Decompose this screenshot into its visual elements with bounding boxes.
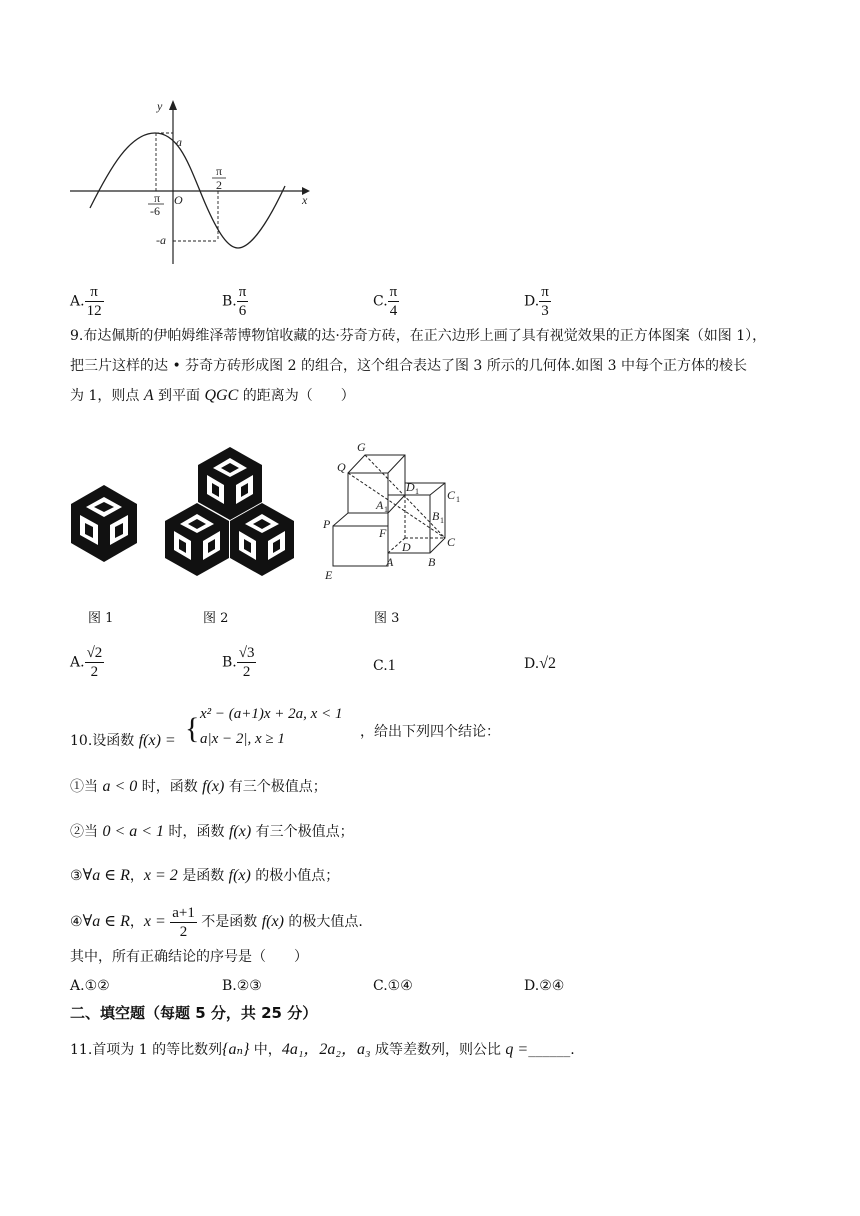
label-B1: B xyxy=(432,509,440,523)
two-label: 2 xyxy=(216,178,222,192)
caption-fig1: 图 1 xyxy=(88,611,114,626)
label-D1: D xyxy=(406,480,415,494)
x-axis-label: x xyxy=(302,193,308,207)
label-F: F xyxy=(379,526,387,540)
q10-question: 其中，所有正确结论的序号是（ ） xyxy=(70,949,308,965)
label-A1: A xyxy=(376,498,384,512)
q11-answer-blank[interactable]: ______. xyxy=(528,1042,575,1058)
svg-text:1: 1 xyxy=(384,505,388,514)
q10-case1: x² − (a+1)x + 2a, x < 1 xyxy=(200,706,343,722)
caption-fig2: 图 2 xyxy=(203,611,229,626)
neg-pi-label: π xyxy=(153,191,161,205)
neg-a-label: -a xyxy=(156,233,166,247)
q10-option-a[interactable]: A.①② xyxy=(70,978,110,994)
figure-2-tiles xyxy=(165,447,295,577)
figure-1-tile xyxy=(70,485,138,563)
label-D: D xyxy=(402,540,411,554)
neg-six-label: -6 xyxy=(150,204,160,218)
section-2-heading: 二、填空题（每题 5 分，共 25 分） xyxy=(70,1004,318,1022)
y-axis-label: y xyxy=(157,99,163,113)
origin-label: O xyxy=(174,193,183,207)
figure-3-cubes xyxy=(320,438,470,583)
q10-statement-4: ④∀a ∈ R，x = $\frac{a+1}{2}$ 不是函数 f(x) 的极大值点. xyxy=(70,904,363,940)
q8-option-a[interactable]: A. $\frac{\pi}{12}$ xyxy=(70,284,102,319)
q10-option-d[interactable]: D.②④ xyxy=(524,978,565,994)
label-A: A xyxy=(386,555,394,569)
q10-statement-3: ③∀a ∈ R，x = 2 是函数 f(x) 的极小值点； xyxy=(70,867,340,884)
label-C1: C xyxy=(447,488,456,502)
label-G: G xyxy=(357,440,366,454)
q10-statement-1: ①当 a < 0 时，函数 f(x) 有三个极值点； xyxy=(70,778,327,795)
pi-half-label: π xyxy=(215,164,223,178)
q8-option-c[interactable]: C. $\frac{\pi}{4}$ xyxy=(373,284,398,319)
q9-option-a[interactable]: A. $\frac{√2}{2}$ xyxy=(70,645,103,680)
label-E: E xyxy=(325,568,333,582)
q9-option-d[interactable]: D.√2 xyxy=(524,655,556,672)
q10-case2: a|x − 2|, x ≥ 1 xyxy=(200,731,285,747)
a-label: a xyxy=(176,135,182,149)
q10-after: ，给出下列四个结论： xyxy=(360,724,500,740)
q11-line: 11.首项为 1 的等比数列{aₙ} 中，4a₁，2a₂，a₃ 成等差数列，则公比 q =______. xyxy=(70,1041,575,1058)
q8-option-d[interactable]: D. $\frac{\pi}{3}$ xyxy=(524,284,549,319)
q10-intro: 10.设函数 f(x) = xyxy=(70,732,176,749)
q10-option-b[interactable]: B.②③ xyxy=(222,978,262,994)
q10-statement-2: ②当 0 < a < 1 时，函数 f(x) 有三个极值点； xyxy=(70,823,354,840)
q8-option-b[interactable]: B. $\frac{\pi}{6}$ xyxy=(222,284,247,319)
label-P: P xyxy=(323,517,331,531)
svg-text:1: 1 xyxy=(415,487,419,496)
svg-text:1: 1 xyxy=(456,495,460,504)
q10-option-c[interactable]: C.①④ xyxy=(373,978,413,994)
caption-fig3: 图 3 xyxy=(374,611,400,626)
q9-line3: 为 1，则点 A 到平面 QGC 的距离为（ ） xyxy=(70,387,355,404)
q9-option-b[interactable]: B. $\frac{√3}{2}$ xyxy=(222,645,255,680)
q9-line1: 9.布达佩斯的伊帕姆维泽蒂博物馆收藏的达·芬奇方砖，在正六边形上画了具有视觉效果的正方体图案（如图 1）， xyxy=(70,328,767,344)
q9-line2: 把三片这样的达 • 芬奇方砖形成图 2 的组合，这个组合表达了图 3 所示的几何体.如图 3 中每个正方体的棱长 xyxy=(70,358,748,374)
sine-graph xyxy=(70,98,315,268)
svg-text:1: 1 xyxy=(440,516,444,525)
label-C: C xyxy=(447,535,456,549)
q9-option-c[interactable]: C.1 xyxy=(373,657,396,674)
label-Q: Q xyxy=(337,460,346,474)
label-B: B xyxy=(428,555,436,569)
